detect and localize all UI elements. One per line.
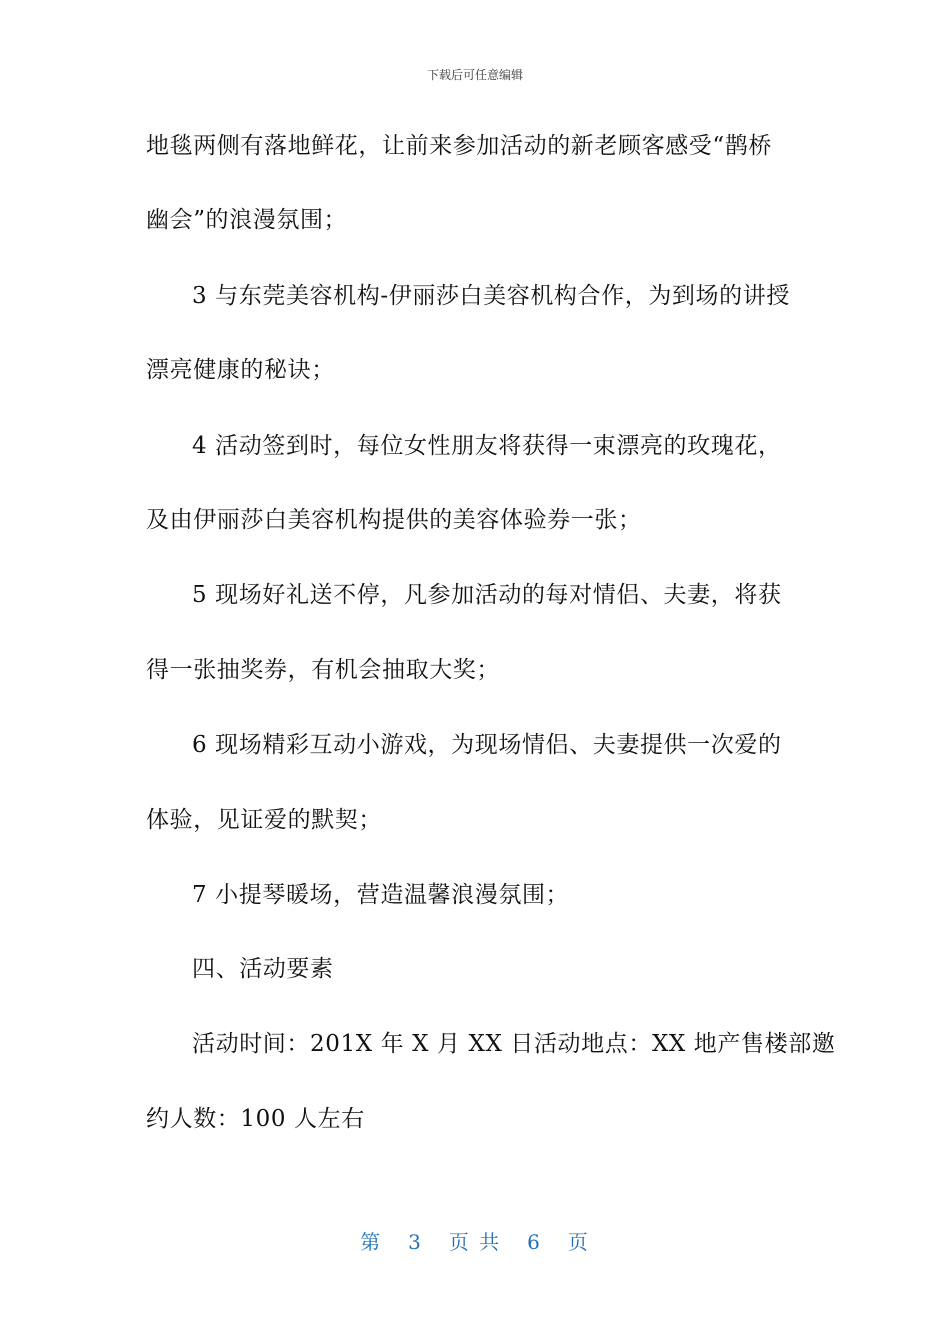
- paragraph-line: 4 活动签到时，每位女性朋友将获得一束漂亮的玫瑰花，: [192, 433, 782, 459]
- paragraph-line: 6 现场精彩互动小游戏，为现场情侣、夫妻提供一次爱的: [192, 732, 782, 758]
- paragraph-line: 体验，见证爱的默契；: [146, 807, 382, 833]
- paragraph-line: 及由伊丽莎白美容机构提供的美容体验券一张；: [146, 507, 642, 533]
- paragraph-line: 约人数：100 人左右: [146, 1106, 365, 1132]
- footer-suffix: 页: [567, 1230, 590, 1254]
- paragraph-line: 5 现场好礼送不停，凡参加活动的每对情侣、夫妻，将获: [192, 582, 782, 608]
- footer-total-pages: 6: [527, 1230, 542, 1254]
- page-footer: [0, 1226, 950, 1255]
- paragraph-line: 幽会”的浪漫氛围；: [146, 207, 348, 233]
- footer-middle: 页 共: [448, 1230, 502, 1254]
- page-header: 下载后可任意编辑: [426, 68, 523, 82]
- paragraph-line: 漂亮健康的秘诀；: [146, 357, 335, 383]
- footer-page-number: 3: [408, 1230, 423, 1254]
- paragraph-line: 3 与东莞美容机构-伊丽莎白美容机构合作，为到场的讲授: [192, 283, 790, 309]
- paragraph-line: 地毯两侧有落地鲜花，让前来参加活动的新老顾客感受“鹊桥: [146, 133, 772, 159]
- paragraph-line: 7 小提琴暖场，营造温馨浪漫氛围；: [192, 882, 570, 908]
- footer-prefix: 第: [360, 1230, 383, 1254]
- paragraph-line: 得一张抽奖券，有机会抽取大奖；: [146, 657, 500, 683]
- paragraph-line: 活动时间：201X 年 X 月 XX 日活动地点：XX 地产售楼部邀: [192, 1031, 836, 1057]
- section-heading: 四、活动要素: [192, 956, 334, 982]
